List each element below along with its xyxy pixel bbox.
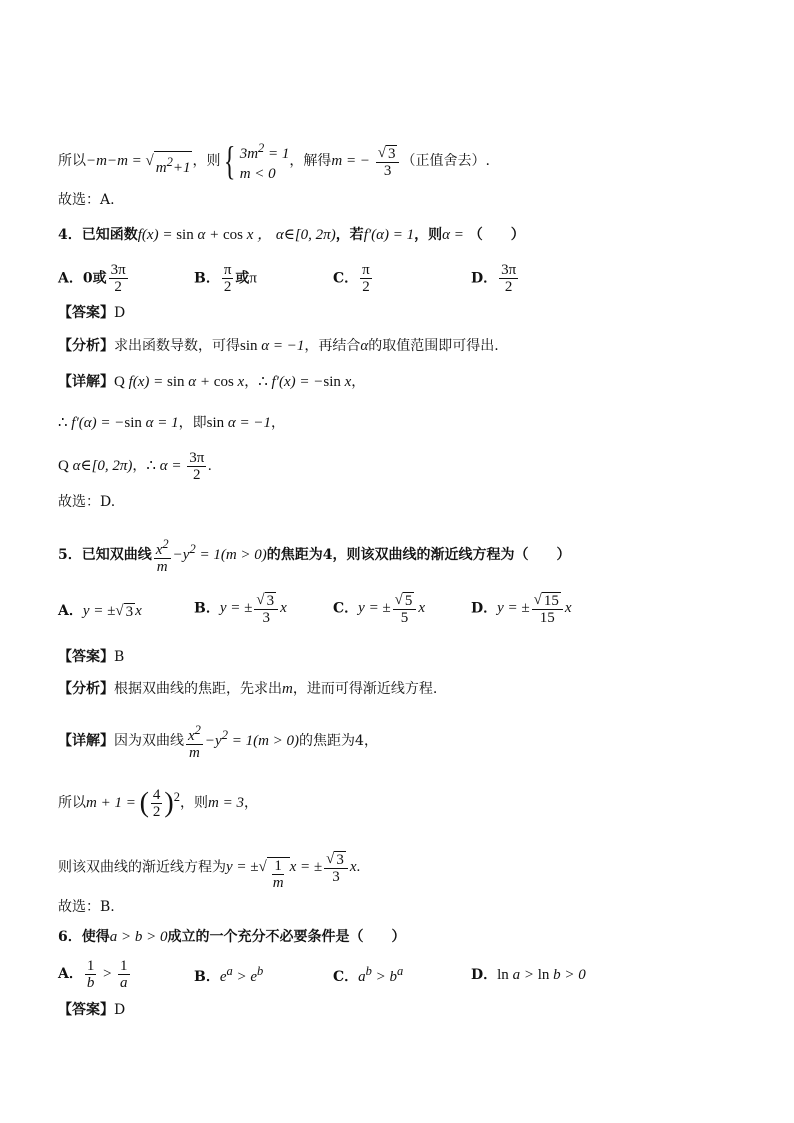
- answer-value: D: [114, 1002, 126, 1018]
- q5-option-d-label: D．: [471, 600, 498, 617]
- math: m: [282, 681, 293, 697]
- analysis-text: ，进而可得渐近线方程.: [292, 681, 438, 697]
- q4-stem-text: ，则: [414, 227, 443, 243]
- math-alpha: α =: [442, 227, 464, 243]
- q4-answer: [58, 303, 125, 323]
- q4-option-a[interactable]: A．0或 $\frac{3\pi}{2}$: [58, 262, 126, 295]
- q6-option-c-label: C．: [333, 969, 359, 985]
- math-eq: −m−m = √ $m^2+1$: [86, 153, 191, 176]
- q4-num: 4．: [58, 227, 82, 243]
- q5-option-b[interactable]: B．y = ± √ 3 3 x: [194, 592, 287, 626]
- q6-num: 6．: [58, 929, 82, 945]
- q4-conclusion: 故选：D.: [58, 494, 116, 510]
- math: ∴ f′(x) = −sin x: [258, 374, 352, 390]
- detail-text: 则该双曲线的渐近线方程为: [58, 859, 226, 876]
- detail-text: ，即: [178, 415, 207, 431]
- q6-stem-text: 成立的一个充分不必要条件是（ ）: [167, 929, 406, 945]
- q4-option-b[interactable]: B． $\frac{\pi}{2}$ 或π: [194, 262, 257, 295]
- detail-text: ，: [244, 374, 259, 390]
- q5-detail-1: [58, 722, 378, 761]
- math-system: { $3m^2 = 1$ m < 0: [224, 138, 290, 183]
- answer-tag: 【答案】: [58, 649, 114, 665]
- math: ∴ f′(α) = −sin α = 1: [58, 415, 179, 431]
- answer-value: B: [114, 649, 125, 665]
- q6-option-c[interactable]: C．$a^b > b^a$: [333, 964, 404, 985]
- math: Q α∈[0, 2π): [58, 457, 133, 474]
- analysis-tag: 【分析】: [58, 681, 114, 697]
- math: ∴ α = $\frac{3\pi}{2}$ .: [146, 450, 213, 483]
- q4-detail-2: [58, 413, 285, 433]
- q6-option-b-label: B．: [194, 969, 220, 985]
- analysis-text: 求出函数导数，可得: [114, 338, 240, 354]
- detail-text: ，: [132, 457, 147, 474]
- detail-tag: 【详解】: [58, 732, 114, 749]
- answer-tag: 【答案】: [58, 1002, 114, 1018]
- math-f: f(x) = sin α + cos x ， α∈[0, 2π): [137, 227, 336, 243]
- q5-detail-3: [58, 851, 360, 891]
- detail-text: 因为双曲线: [114, 732, 184, 749]
- math: sin α = −1: [240, 338, 305, 354]
- detail-text: ，: [271, 415, 286, 431]
- detail-text: ，: [243, 795, 258, 811]
- q6-option-b[interactable]: B．$e^a > e^b$: [194, 964, 264, 985]
- q5-stem-text: 的焦距为4，则该双曲线的渐近线方程为（ ）: [266, 546, 571, 563]
- q5-option-b-label: B．: [194, 600, 220, 617]
- prev-note: （正值舍去）: [401, 153, 486, 169]
- detail-tag: 【详解】: [58, 374, 114, 390]
- q5-conclusion: 故选：B.: [58, 899, 115, 915]
- q4-option-a-text: 0或: [82, 270, 107, 287]
- math: α: [360, 338, 369, 354]
- prev-text: ，则: [192, 153, 221, 169]
- q5-stem-text: 已知双曲线: [81, 546, 152, 563]
- detail-text: 所以: [58, 795, 86, 811]
- q4-option-b-text: 或: [235, 270, 250, 287]
- q4-stem: [58, 225, 525, 245]
- answer-value: D: [114, 305, 126, 321]
- q4-stem-text: 已知函数: [81, 227, 138, 243]
- q5-option-a[interactable]: A．y = ± √ 3 x: [58, 603, 142, 620]
- q4-detail-1: [58, 372, 365, 392]
- prev-text: 所以: [58, 153, 86, 169]
- q4-stem-text: ，若: [335, 227, 364, 243]
- answer-tag: 【答案】: [58, 305, 114, 321]
- q5-num: 5．: [58, 546, 82, 563]
- q5-option-c[interactable]: C．y = ± √ 5 5 x: [333, 592, 426, 626]
- analysis-tag: 【分析】: [58, 338, 114, 354]
- q6-option-d-label: D．: [471, 967, 498, 983]
- prev-line-1: 所以−m−m = √ $m^2+1$ ，则 { $3m^2 = 1$ m < 0 ，解得m = − √ 3 3 （正值舍去）.: [58, 138, 490, 183]
- q4-analysis: [58, 336, 499, 356]
- q4-option-b-label: B．: [194, 270, 220, 287]
- math: sin α = −1: [206, 415, 272, 431]
- detail-text: ，则: [179, 795, 208, 811]
- math: y = ± √ $\frac{1}{m}$ x = ± √ 3 3 x.: [226, 851, 361, 892]
- q5-analysis: [58, 679, 437, 699]
- math-cond: f′(α) = 1: [363, 227, 415, 243]
- math: Q f(x) = sin α + cos x: [114, 374, 245, 390]
- analysis-text: 的取值范围即可得出.: [368, 338, 499, 354]
- q5-answer: [58, 647, 124, 667]
- q4-option-d-label: D．: [471, 270, 498, 287]
- q6-answer: [58, 1000, 125, 1020]
- math: m = 3: [207, 795, 244, 811]
- detail-text: ，: [351, 374, 366, 390]
- q4-option-c-label: C．: [333, 270, 359, 287]
- q4-option-c[interactable]: C． $\frac{\pi}{2}$: [333, 262, 370, 295]
- q4-stem-text: （ ）: [468, 227, 525, 243]
- q5-option-c-label: C．: [333, 600, 359, 617]
- math: $\frac{x^2}{m}$ $-y^2 = 1(m > 0)$: [188, 723, 300, 761]
- q6-option-d[interactable]: D．ln a > ln b > 0: [471, 967, 586, 983]
- q5-stem: [58, 536, 571, 575]
- math: m + 1 = ( $\frac{4}{2}$ )$^2$: [86, 787, 180, 821]
- q6-option-a-label: A．: [58, 965, 83, 982]
- detail-text: 的焦距为4，: [299, 732, 378, 749]
- q5-detail-2: [58, 787, 258, 820]
- analysis-text: ，再结合: [304, 338, 361, 354]
- analysis-text: 根据双曲线的焦距，先求出: [114, 681, 282, 697]
- prev-conclusion: 故选：A.: [58, 192, 115, 208]
- q4-option-d[interactable]: D． $\frac{3\pi}{2}$: [471, 262, 517, 295]
- math-result: m = − √ 3 3: [331, 153, 401, 169]
- q4-detail-3: [58, 450, 212, 483]
- q4-option-a-label: A．: [58, 270, 83, 287]
- q5-option-d[interactable]: D．y = ± √ 15 15 x: [471, 592, 572, 626]
- math-hyperbola: $\frac{x^2}{m}$ $-y^2 = 1(m > 0)$: [155, 537, 267, 575]
- q5-option-a-label: A．: [58, 603, 83, 619]
- q6-stem-text: 使得: [81, 929, 110, 945]
- q6-option-a[interactable]: A． $\frac{1}{b}$ > $\frac{1}{a}$: [58, 958, 128, 991]
- q6-stem: [58, 927, 406, 947]
- math: a > b > 0: [109, 929, 168, 945]
- prev-text: ，解得: [289, 153, 332, 169]
